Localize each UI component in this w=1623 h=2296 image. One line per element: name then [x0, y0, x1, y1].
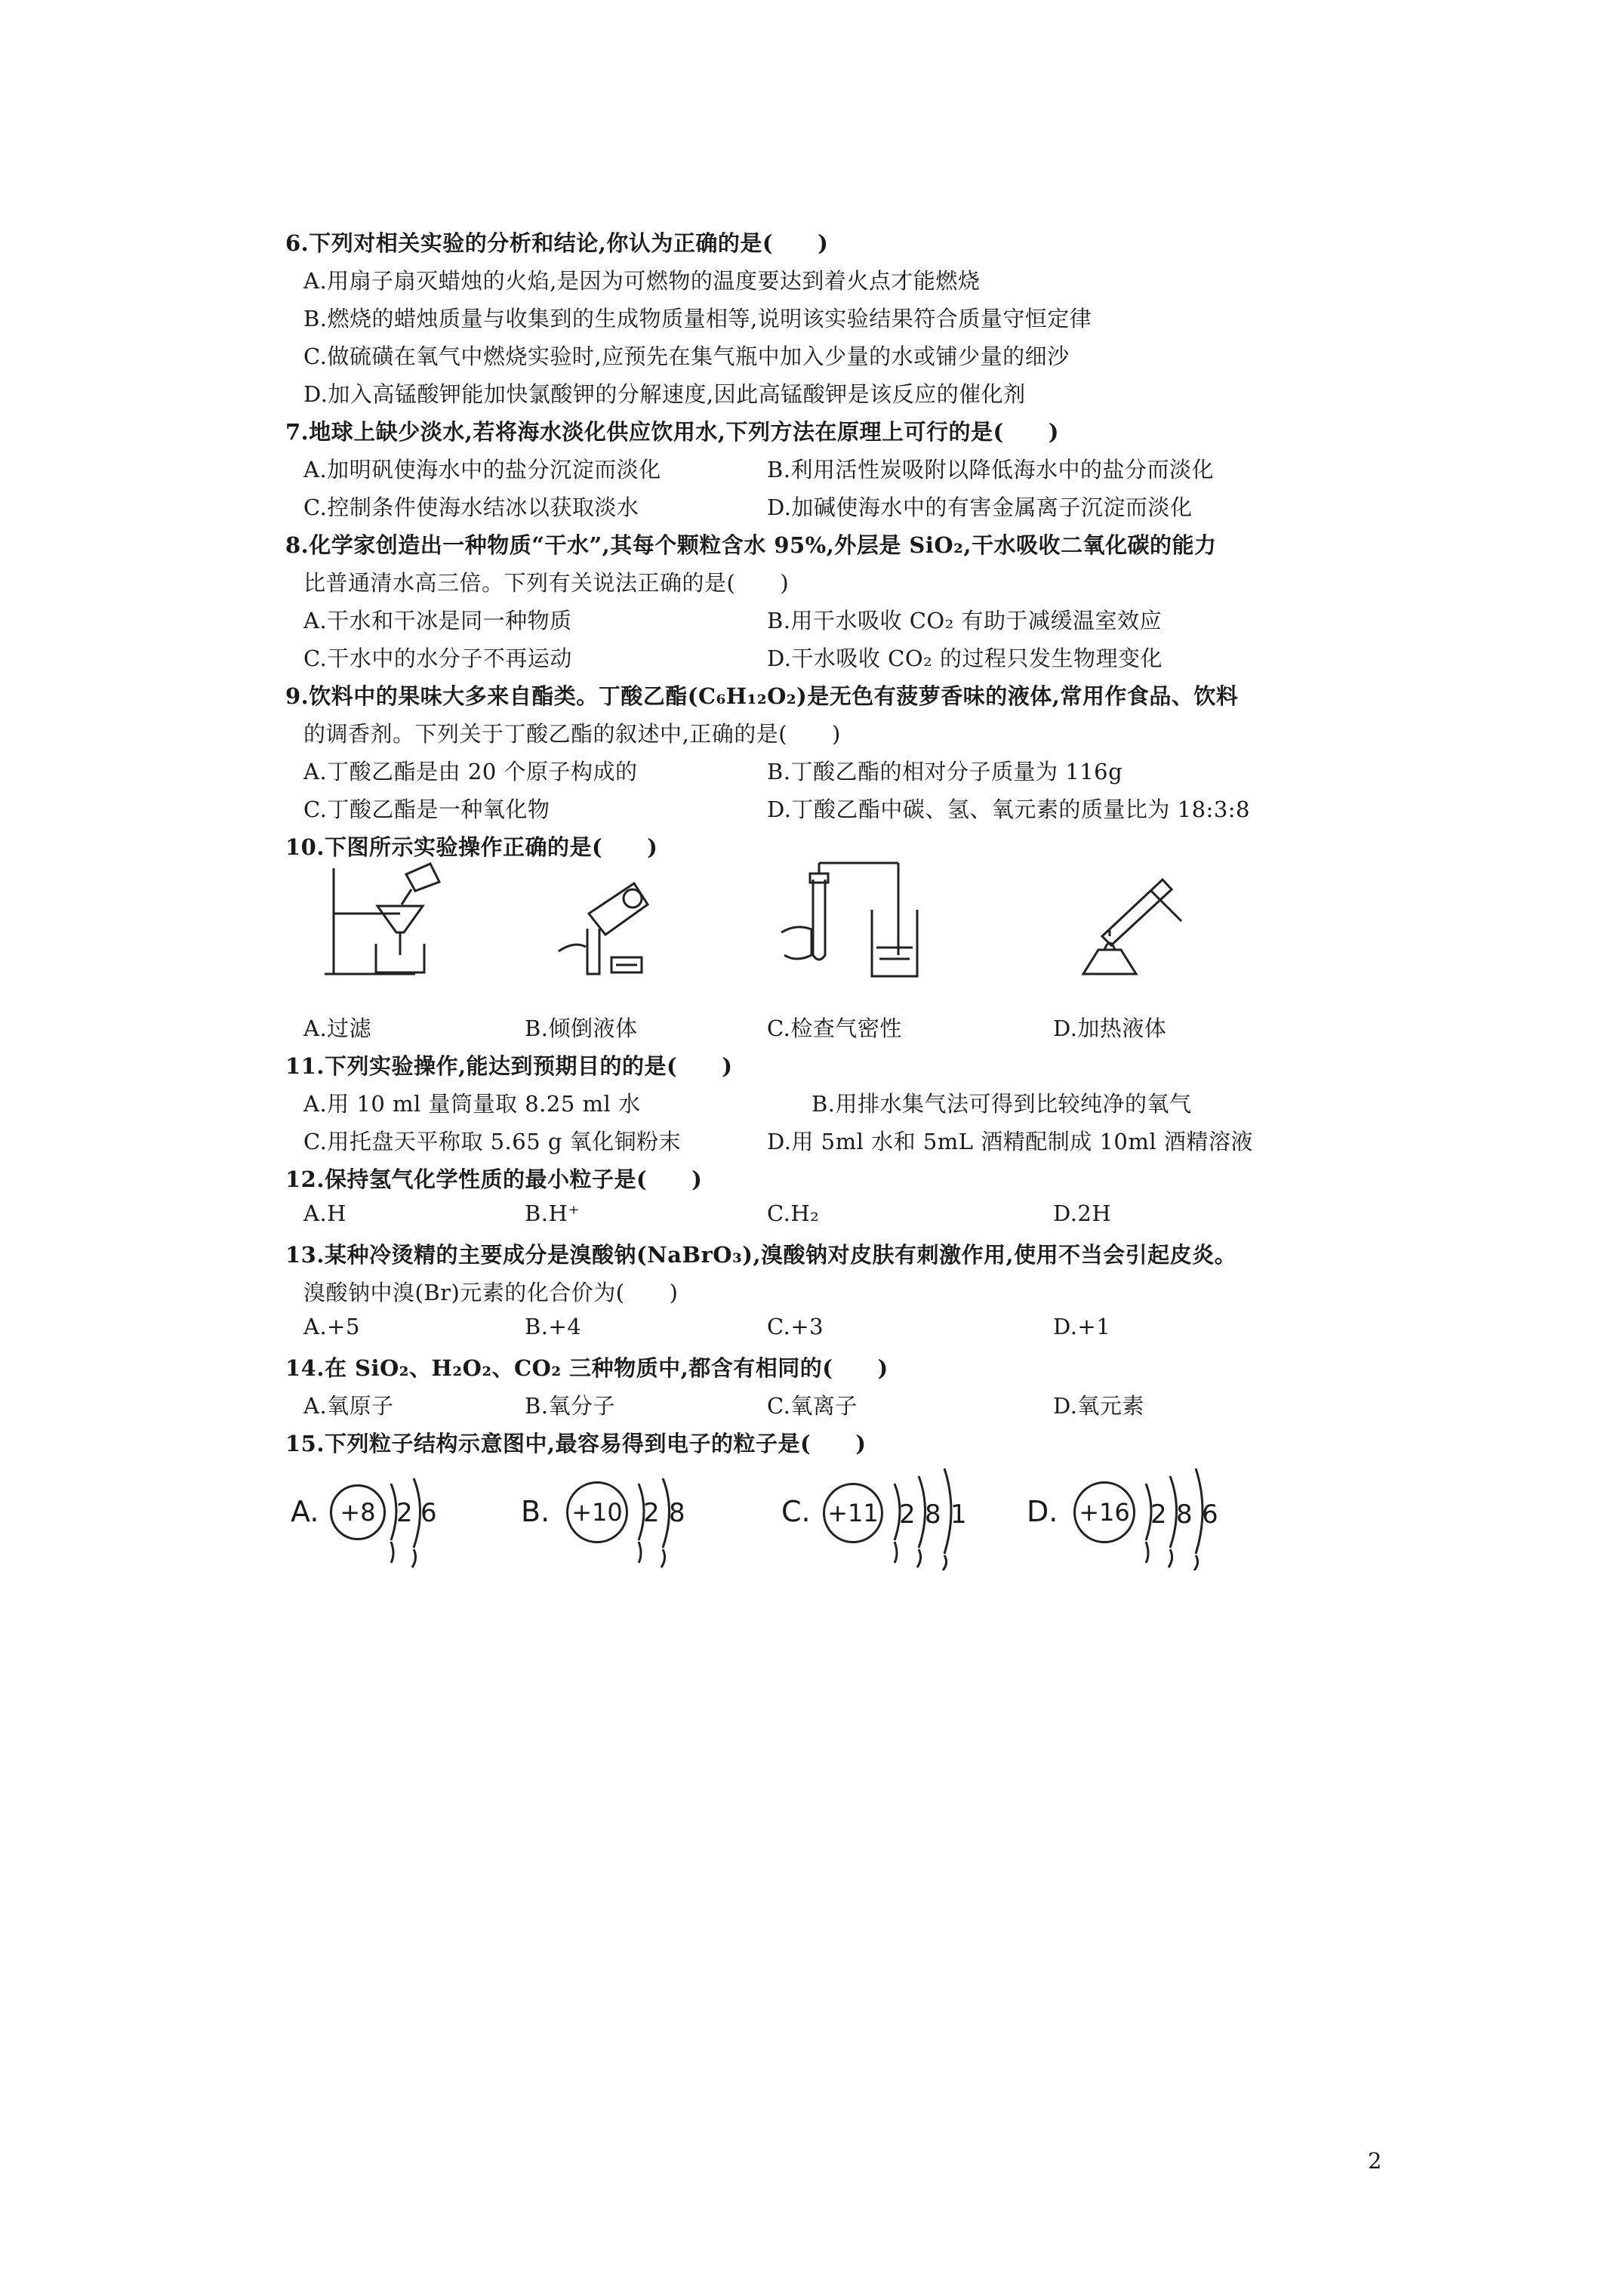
atom-diagram-c	[781, 1465, 985, 1570]
question-13-option-a: A.+5	[303, 1314, 360, 1339]
question-9-stem-continued: 的调香剂。下列关于丁酸乙酯的叙述中,正确的是( )	[303, 721, 841, 747]
question-14-option-d: D.氧元素	[1053, 1393, 1144, 1419]
question-6-option-b: B.燃烧的蜡烛质量与收集到的生成物质量相等,说明该实验结果符合质量守恒定律	[303, 306, 1092, 331]
pouring-liquid-figure	[544, 868, 657, 982]
atom-c-shell-2: 8	[925, 1499, 941, 1530]
atom-a-nucleus: +8	[330, 1484, 386, 1540]
question-6-stem: 6.下列对相关实验的分析和结论,你认为正确的是( )	[285, 230, 829, 256]
question-12-option-c: C.H₂	[767, 1200, 820, 1226]
question-13-option-b: B.+4	[525, 1314, 582, 1339]
question-6-option-c: C.做硫磺在氧气中燃烧实验时,应预先在集气瓶中加入少量的水或铺少量的细沙	[303, 344, 1070, 369]
atom-diagram-a	[291, 1472, 464, 1570]
question-6-option-a: A.用扇子扇灭蜡烛的火焰,是因为可燃物的温度要达到着火点才能燃烧	[303, 268, 981, 294]
question-14-option-c: C.氧离子	[767, 1393, 858, 1419]
atom-d-shell-3: 6	[1202, 1499, 1218, 1530]
question-9-stem: 9.饮料中的果味大多来自酯类。丁酸乙酯(C₆H₁₂O₂)是无色有菠萝香味的液体,常用作食品、饮料	[285, 683, 1239, 709]
atom-b-nucleus: +10	[566, 1481, 628, 1543]
question-13-option-c: C.+3	[767, 1314, 824, 1339]
atom-c-label: C.	[781, 1495, 811, 1528]
question-14-stem: 14.在 SiO₂、H₂O₂、CO₂ 三种物质中,都含有相同的( )	[285, 1355, 888, 1381]
atom-c-shell-1: 2	[899, 1499, 916, 1530]
question-8-option-b: B.用干水吸收 CO₂ 有助于减缓温室效应	[767, 608, 1163, 633]
question-8-stem-continued: 比普通清水高三倍。下列有关说法正确的是( )	[303, 570, 790, 596]
question-9-option-d: D.丁酸乙酯中碳、氢、氧元素的质量比为 18:3:8	[767, 797, 1250, 822]
question-12-option-b: B.H⁺	[525, 1200, 581, 1226]
question-7-option-c: C.控制条件使海水结冰以获取淡水	[303, 495, 639, 520]
question-15-stem: 15.下列粒子结构示意图中,最容易得到电子的粒子是( )	[285, 1431, 867, 1456]
page-number: 2	[1368, 2148, 1382, 2174]
question-8-option-a: A.干水和干冰是同一种物质	[303, 608, 572, 633]
atom-b-shell-1: 2	[643, 1498, 660, 1528]
atom-diagram-b	[521, 1472, 710, 1570]
question-8-option-d: D.干水吸收 CO₂ 的过程只发生物理变化	[767, 646, 1163, 671]
question-13-option-d: D.+1	[1053, 1314, 1111, 1339]
question-10-stem: 10.下图所示实验操作正确的是( )	[285, 834, 658, 860]
question-8-stem: 8.化学家创造出一种物质“干水”,其每个颗粒含水 95%,外层是 SiO₂,干水吸收二氧化碳的能力	[285, 532, 1217, 558]
question-10-option-d: D.加热液体	[1053, 1015, 1167, 1041]
question-10-option-a: A.过滤	[303, 1015, 372, 1041]
question-7-option-b: B.利用活性炭吸附以降低海水中的盐分而淡化	[767, 457, 1215, 482]
question-7-option-a: A.加明矾使海水中的盐分沉淀而淡化	[303, 457, 661, 482]
airtightness-check-figure	[766, 857, 925, 985]
question-7-stem: 7.地球上缺少淡水,若将海水淡化供应饮用水,下列方法在原理上可行的是( )	[285, 419, 1059, 445]
atom-d-nucleus: +16	[1073, 1481, 1135, 1543]
question-10-option-c: C.检查气密性	[767, 1015, 902, 1041]
question-11-option-d: D.用 5ml 水和 5mL 酒精配制成 10ml 酒精溶液	[767, 1129, 1253, 1154]
question-11-option-c: C.用托盘天平称取 5.65 g 氧化铜粉末	[303, 1129, 682, 1154]
question-9-option-b: B.丁酸乙酯的相对分子质量为 116g	[767, 759, 1123, 784]
question-12-stem: 12.保持氢气化学性质的最小粒子是( )	[285, 1166, 703, 1192]
atom-b-shell-2: 8	[669, 1498, 685, 1528]
question-11-option-a: A.用 10 ml 量筒量取 8.25 ml 水	[303, 1091, 641, 1117]
atom-diagram-d	[1027, 1465, 1238, 1570]
question-7-option-d: D.加碱使海水中的有害金属离子沉淀而淡化	[767, 495, 1193, 520]
atom-b-label: B.	[521, 1495, 550, 1528]
atom-d-shell-2: 8	[1176, 1499, 1193, 1530]
filtration-figure	[317, 861, 445, 982]
atom-a-shell-2: 6	[420, 1498, 437, 1528]
question-8-option-c: C.干水中的水分子不再运动	[303, 646, 572, 671]
heating-liquid-figure	[1061, 861, 1189, 982]
question-9-option-c: C.丁酸乙酯是一种氧化物	[303, 797, 550, 822]
question-11-stem: 11.下列实验操作,能达到预期目的的是( )	[285, 1053, 733, 1079]
atom-a-label: A.	[291, 1495, 319, 1528]
question-14-option-a: A.氧原子	[303, 1393, 394, 1419]
atom-d-shell-1: 2	[1150, 1499, 1167, 1530]
atom-a-shell-1: 2	[396, 1498, 413, 1528]
atom-c-nucleus: +11	[823, 1483, 883, 1543]
atom-c-shell-3: 1	[950, 1499, 967, 1530]
question-14-option-b: B.氧分子	[525, 1393, 616, 1419]
question-6-option-d: D.加入高锰酸钾能加快氯酸钾的分解速度,因此高锰酸钾是该反应的催化剂	[303, 381, 1026, 407]
question-13-stem: 13.某种冷烫精的主要成分是溴酸钠(NaBrO₃),溴酸钠对皮肤有刺激作用,使用不当会引起皮炎。	[285, 1242, 1237, 1268]
question-12-option-d: D.2H	[1053, 1200, 1112, 1226]
question-13-stem-continued: 溴酸钠中溴(Br)元素的化合价为( )	[303, 1280, 679, 1305]
atom-d-label: D.	[1027, 1495, 1058, 1528]
question-9-option-a: A.丁酸乙酯是由 20 个原子构成的	[303, 759, 638, 784]
question-12-option-a: A.H	[303, 1200, 346, 1226]
question-10-option-b: B.倾倒液体	[525, 1015, 638, 1041]
question-11-option-b: B.用排水集气法可得到比较纯净的氧气	[812, 1091, 1192, 1117]
